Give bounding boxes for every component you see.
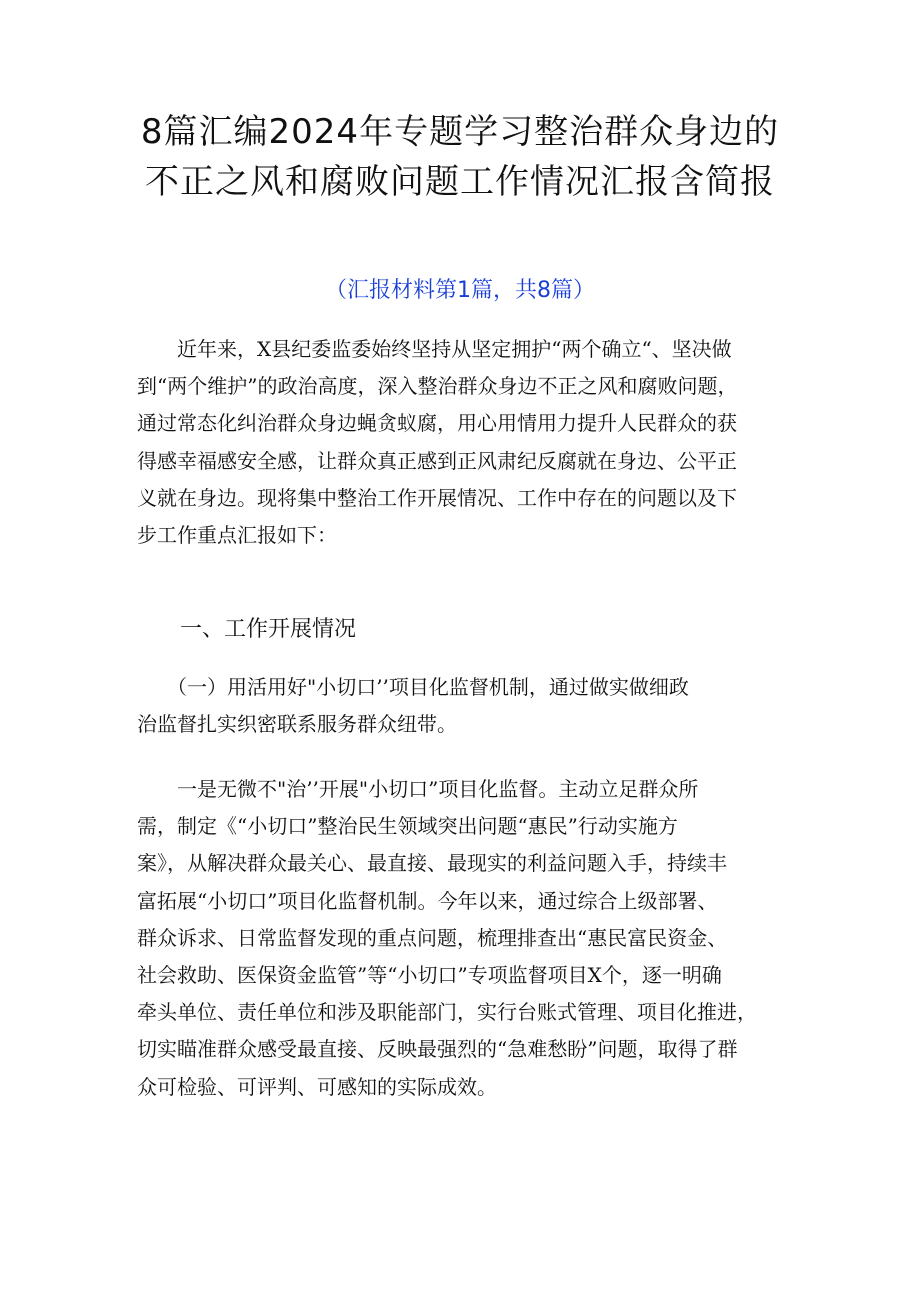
document-title-line-1: 8篇汇编2024年专题学习整治群众身边的: [140, 112, 780, 152]
document-title-line-2: 不正之风和腐败问题工作情况汇报含简报: [145, 162, 775, 202]
text-line: 案》，从解决群众最关心、最直接、最现实的利益问题入手，持续丰: [137, 851, 727, 876]
text-line: 治监督扎实织密联系服务群众纽带。: [137, 712, 457, 737]
text-line: 通过常态化纠治群众身边蝇贪蚁腐，用心用情用力提升人民群众的获: [137, 411, 737, 436]
text-line: 群众诉求、日常监督发现的重点问题，梳理排查出“惠民富民资金、: [137, 925, 728, 950]
text-line: （一）用活用好"小切口’’项目化监督机制，通过做实做细政: [137, 675, 689, 699]
text-line: 富拓展“小切口”项目化监督机制。今年以来，通过综合上级部署、: [137, 888, 718, 913]
intro-paragraph: [137, 331, 797, 554]
text-line: 社会救助、医保资金监管”等“小切口”专项监督项目X个，逐一明确: [137, 962, 722, 987]
text-line: 一是无微不"治’’开展"小切口”项目化监督。主动立足群众所: [137, 777, 699, 801]
text-line: 义就在身边。现将集中整治工作开展情况、工作中存在的问题以及下: [137, 485, 737, 510]
text-line: 到“两个维护”的政治高度，深入整治群众身边不正之风和腐败问题，: [137, 374, 738, 399]
body-paragraph: [137, 771, 797, 1106]
section-heading: 一、工作开展情况: [180, 617, 357, 642]
document-subtitle: （汇报材料第1篇，共8篇）: [325, 278, 595, 303]
text-line: 牵头单位、责任单位和涉及职能部门，实行台账式管理、项目化推进，: [137, 1000, 757, 1025]
text-line: 众可检验、可评判、可感知的实际成效。: [137, 1074, 497, 1099]
text-line: 步工作重点汇报如下：: [137, 522, 337, 547]
text-line: 切实瞄准群众感受最直接、反映最强烈的“急难愁盼”问题，取得了群: [137, 1037, 738, 1062]
subsection-paragraph: [137, 669, 797, 743]
text-line: 近年来，X县纪委监委始终坚持从坚定拥护“两个确立“、坚决做: [137, 337, 732, 361]
text-line: 得感幸福感安全感，让群众真正感到正风肃纪反腐就在身边、公平正: [137, 448, 737, 473]
text-line: 需，制定《“小切口”整治民生领域突出问题“惠民”行动实施方: [137, 814, 678, 839]
